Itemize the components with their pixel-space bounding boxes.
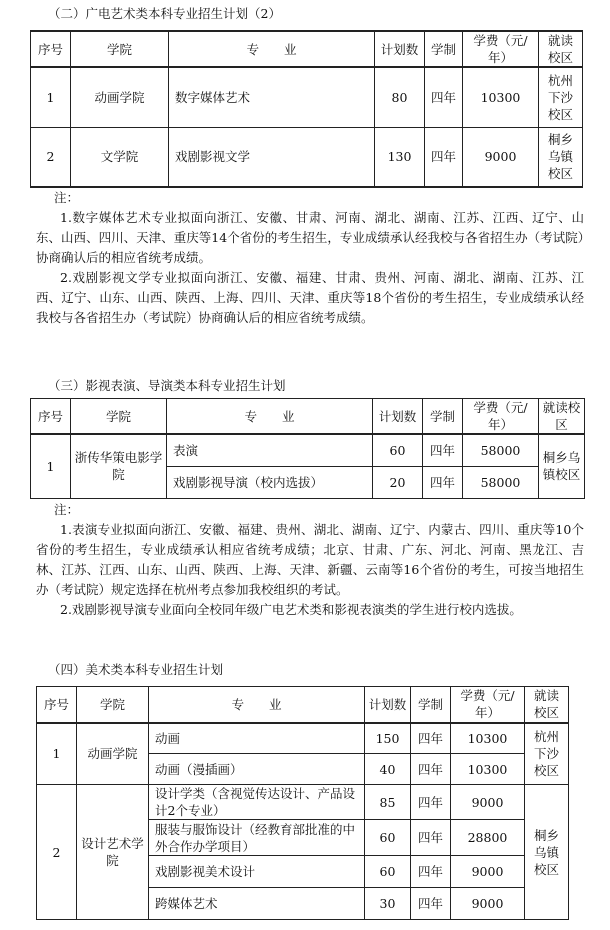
cell-no: 2 bbox=[37, 785, 77, 920]
cell-no: 1 bbox=[31, 67, 71, 127]
cell-major: 动画 bbox=[149, 723, 365, 754]
cell-college: 动画学院 bbox=[71, 67, 169, 127]
cell-fee: 9000 bbox=[451, 888, 525, 920]
cell-plan: 130 bbox=[375, 127, 425, 187]
header-no: 序号 bbox=[37, 687, 77, 723]
cell-campus: 杭州下沙校区 bbox=[525, 723, 569, 785]
header-no: 序号 bbox=[31, 31, 71, 67]
header-college: 学院 bbox=[71, 31, 169, 67]
cell-fee: 58000 bbox=[463, 434, 539, 466]
header-plan: 计划数 bbox=[373, 399, 423, 435]
cell-plan: 85 bbox=[365, 785, 411, 820]
cell-plan: 60 bbox=[365, 856, 411, 888]
table-row bbox=[37, 785, 569, 820]
cell-years: 四年 bbox=[411, 888, 451, 920]
cell-plan: 60 bbox=[373, 434, 423, 466]
section-2-notes bbox=[36, 188, 584, 328]
plan-table-performance-directing bbox=[30, 398, 585, 499]
cell-plan: 150 bbox=[365, 723, 411, 754]
cell-years: 四年 bbox=[411, 785, 451, 820]
cell-years: 四年 bbox=[423, 466, 463, 498]
section-3-notes bbox=[36, 500, 584, 620]
cell-college: 设计艺术学院 bbox=[77, 785, 149, 920]
table-row bbox=[31, 127, 583, 187]
note-label: 注： bbox=[54, 502, 80, 517]
cell-major: 服装与服饰设计（经教育部批准的中外合作办学项目） bbox=[149, 820, 365, 856]
cell-major: 数字媒体艺术 bbox=[169, 67, 375, 127]
cell-plan: 30 bbox=[365, 888, 411, 920]
table-row bbox=[37, 723, 569, 754]
cell-fee: 10300 bbox=[451, 754, 525, 785]
cell-campus: 桐乡乌镇校区 bbox=[539, 127, 583, 187]
header-major: 专 业 bbox=[167, 399, 373, 435]
cell-fee: 58000 bbox=[463, 466, 539, 498]
cell-campus: 桐乡乌镇校区 bbox=[525, 785, 569, 920]
cell-college: 动画学院 bbox=[77, 723, 149, 785]
cell-plan: 40 bbox=[365, 754, 411, 785]
header-plan: 计划数 bbox=[365, 687, 411, 723]
header-college: 学院 bbox=[71, 399, 167, 435]
header-campus: 就读校区 bbox=[539, 399, 585, 435]
header-college: 学院 bbox=[77, 687, 149, 723]
cell-major: 设计学类（含视觉传达设计、产品设计2个专业） bbox=[149, 785, 365, 820]
header-plan: 计划数 bbox=[375, 31, 425, 67]
cell-years: 四年 bbox=[411, 754, 451, 785]
section-4-title: （四）美术类本科专业招生计划 bbox=[48, 662, 224, 677]
section-3-title: （三）影视表演、导演类本科专业招生计划 bbox=[48, 378, 286, 393]
cell-major: 戏剧影视导演（校内选拔） bbox=[167, 466, 373, 498]
cell-major: 动画（漫插画） bbox=[149, 754, 365, 785]
cell-college: 文学院 bbox=[71, 127, 169, 187]
cell-plan: 80 bbox=[375, 67, 425, 127]
cell-no: 1 bbox=[31, 434, 71, 498]
header-no: 序号 bbox=[31, 399, 71, 435]
cell-plan: 20 bbox=[373, 466, 423, 498]
header-campus: 就读校区 bbox=[525, 687, 569, 723]
cell-fee: 28800 bbox=[451, 820, 525, 856]
cell-years: 四年 bbox=[411, 820, 451, 856]
plan-table-fine-arts bbox=[36, 686, 569, 920]
cell-years: 四年 bbox=[425, 127, 463, 187]
header-campus: 就读校区 bbox=[539, 31, 583, 67]
cell-years: 四年 bbox=[411, 856, 451, 888]
note-label: 注： bbox=[54, 190, 80, 205]
cell-major: 表演 bbox=[167, 434, 373, 466]
table-row bbox=[31, 67, 583, 127]
note-item: 2.戏剧影视导演专业面向全校同年级广电艺术类和影视表演类的学生进行校内选拔。 bbox=[60, 602, 522, 617]
cell-major: 戏剧影视美术设计 bbox=[149, 856, 365, 888]
cell-plan: 60 bbox=[365, 820, 411, 856]
cell-fee: 10300 bbox=[463, 67, 539, 127]
cell-no: 1 bbox=[37, 723, 77, 785]
cell-campus: 桐乡乌镇校区 bbox=[539, 434, 585, 498]
cell-no: 2 bbox=[31, 127, 71, 187]
cell-major: 戏剧影视文学 bbox=[169, 127, 375, 187]
header-years: 学制 bbox=[423, 399, 463, 435]
header-major: 专 业 bbox=[149, 687, 365, 723]
cell-years: 四年 bbox=[411, 723, 451, 754]
table-row bbox=[31, 434, 585, 466]
header-major: 专 业 bbox=[169, 31, 375, 67]
cell-college: 浙传华策电影学院 bbox=[71, 434, 167, 498]
cell-fee: 10300 bbox=[451, 723, 525, 754]
plan-table-broadcast-art bbox=[30, 30, 583, 188]
note-item: 1.表演专业拟面向浙江、安徽、福建、贵州、湖北、湖南、辽宁、内蒙古、四川、重庆等10个省份的考生招生，专业成绩承认相应省统考成绩；北京、甘肃、广东、河北、河南、黑龙江、吉林、江苏、江西、山东、山西、陕西、上海、天津、新疆、云南等16个省份的考生，可按当地招生办（考试院）规定选择在杭州考点参加我校组织的考试。 bbox=[36, 522, 584, 597]
section-2-title: （二）广电艺术类本科专业招生计划（2） bbox=[48, 6, 281, 21]
header-fee: 学费（元/年） bbox=[463, 31, 539, 67]
header-years: 学制 bbox=[411, 687, 451, 723]
header-fee: 学费（元/年） bbox=[463, 399, 539, 435]
cell-fee: 9000 bbox=[463, 127, 539, 187]
cell-years: 四年 bbox=[423, 434, 463, 466]
cell-fee: 9000 bbox=[451, 785, 525, 820]
cell-years: 四年 bbox=[425, 67, 463, 127]
header-fee: 学费（元/年） bbox=[451, 687, 525, 723]
cell-major: 跨媒体艺术 bbox=[149, 888, 365, 920]
cell-campus: 杭州下沙校区 bbox=[539, 67, 583, 127]
cell-fee: 9000 bbox=[451, 856, 525, 888]
note-item: 2.戏剧影视文学专业拟面向浙江、安徽、福建、甘肃、贵州、河南、湖北、湖南、江苏、江西、辽宁、山东、山西、陕西、上海、四川、天津、重庆等18个省份的考生招生，专业成绩承认经我校与各省招生办（考试院）协商确认后的相应省统考成绩。 bbox=[36, 270, 584, 325]
note-item: 1.数字媒体艺术专业拟面向浙江、安徽、甘肃、河南、湖北、湖南、江苏、江西、辽宁、山东、山西、四川、天津、重庆等14个省份的考生招生，专业成绩承认经我校与各省招生办（考试院）协商确认后的相应省统考成绩。 bbox=[36, 210, 584, 265]
header-years: 学制 bbox=[425, 31, 463, 67]
